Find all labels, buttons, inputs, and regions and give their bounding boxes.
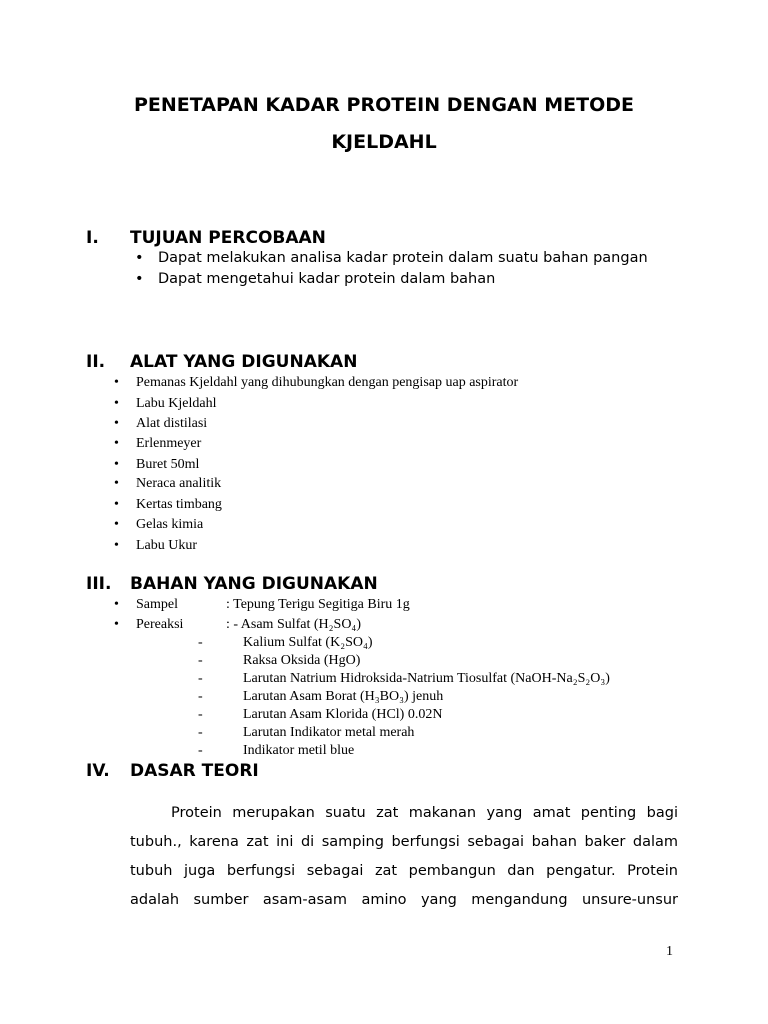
bullet-icon: • <box>114 517 119 532</box>
list-item-value: : Tepung Terigu Segitiga Biru 1g <box>226 597 410 612</box>
list-item-value: : - Asam Sulfat (H₂SO₄) <box>226 617 361 632</box>
dash-marker: - <box>198 653 203 668</box>
paragraph-line: Protein merupakan suatu zat makanan yang amat penting bagi <box>171 805 678 821</box>
paragraph-line: tubuh., karena zat ini di samping berfungsi sebagai bahan baker dalam <box>130 834 678 850</box>
list-item-text: Labu Kjeldahl <box>136 396 217 411</box>
dash-marker: - <box>198 671 203 686</box>
paragraph-line: tubuh juga berfungsi sebagai zat pembangun dan pengatur. Protein <box>130 863 678 879</box>
dash-marker: - <box>198 689 203 704</box>
section-title: TUJUAN PERCOBAAN <box>130 228 326 248</box>
section-title: BAHAN YANG DIGUNAKAN <box>130 574 378 594</box>
bullet-icon: • <box>114 457 119 472</box>
reagent-text: Indikator metil blue <box>243 743 355 758</box>
reagent-text: Larutan Indikator metal merah <box>243 725 415 740</box>
bullet-icon: • <box>114 416 119 431</box>
bullet-icon: • <box>114 375 119 390</box>
list-item-text: Labu Ukur <box>136 538 198 553</box>
list-item-text: Neraca analitik <box>136 476 222 491</box>
list-item-text: Pemanas Kjeldahl yang dihubungkan dengan pengisap uap aspirator <box>136 375 519 390</box>
bullet-icon: • <box>135 271 144 287</box>
bullet-icon: • <box>114 476 119 491</box>
bullet-icon: • <box>114 396 119 411</box>
page-number: 1 <box>666 944 673 959</box>
bullet-icon: • <box>135 250 144 266</box>
reagent-text: Larutan Asam Borat (H₃BO₃) jenuh <box>243 689 444 704</box>
list-item-label: Pereaksi <box>136 617 184 632</box>
list-item-label: Sampel <box>136 597 178 612</box>
section-number: IV. <box>86 761 110 781</box>
bullet-icon: • <box>114 436 119 451</box>
bullet-icon: • <box>114 497 119 512</box>
document-title-line-2: KJELDAHL <box>331 131 437 153</box>
list-item-text: Alat distilasi <box>136 416 208 431</box>
section-title: ALAT YANG DIGUNAKAN <box>130 352 358 372</box>
list-item-text: Buret 50ml <box>136 457 200 472</box>
dash-marker: - <box>198 707 203 722</box>
dash-marker: - <box>198 743 203 758</box>
section-number: I. <box>86 228 99 248</box>
section-number: II. <box>86 352 106 372</box>
bullet-icon: • <box>114 617 119 632</box>
reagent-text: Raksa Oksida (HgO) <box>243 653 361 668</box>
list-item-text: Dapat mengetahui kadar protein dalam bahan <box>158 271 496 287</box>
section-title: DASAR TEORI <box>130 761 259 781</box>
dash-marker: - <box>198 725 203 740</box>
section-number: III. <box>86 574 112 594</box>
document-title-line-1: PENETAPAN KADAR PROTEIN DENGAN METODE <box>134 94 634 116</box>
dash-marker: - <box>198 635 203 650</box>
list-item-text: Erlenmeyer <box>136 436 202 451</box>
paragraph-line: adalah sumber asam-asam amino yang mengandung unsure-unsur <box>130 892 678 908</box>
bullet-icon: • <box>114 597 119 612</box>
list-item-text: Gelas kimia <box>136 517 204 532</box>
bullet-icon: • <box>114 538 119 553</box>
reagent-text: Larutan Natrium Hidroksida-Natrium Tiosulfat (NaOH-Na₂S₂O₃) <box>243 671 610 686</box>
list-item-text: Kertas timbang <box>136 497 222 512</box>
reagent-text: Larutan Asam Klorida (HCl) 0.02N <box>243 707 443 722</box>
list-item-text: Dapat melakukan analisa kadar protein dalam suatu bahan pangan <box>158 250 648 266</box>
dasar-teori-paragraph <box>130 799 678 915</box>
reagent-text: Kalium Sulfat (K₂SO₄) <box>243 635 373 650</box>
